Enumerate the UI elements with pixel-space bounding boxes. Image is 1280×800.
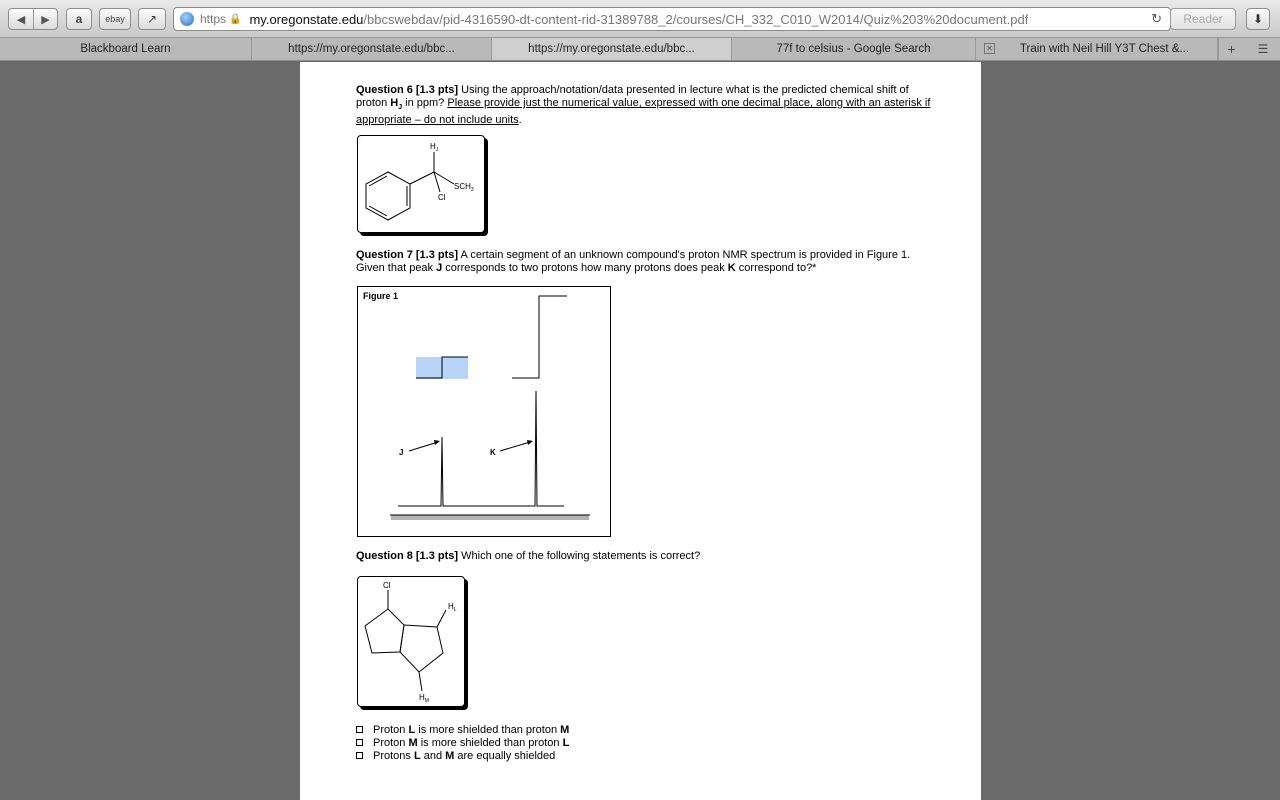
pdf-page (300, 62, 981, 800)
bond-hm (419, 672, 422, 691)
q7-peak-k: K (727, 262, 736, 274)
tab-oregonstate-2[interactable] (492, 38, 732, 60)
q8-structure-frame (357, 576, 465, 707)
q6-line-3 (356, 114, 956, 127)
bond-ring-c (410, 172, 434, 184)
ebay-bookmark-button[interactable]: ebay (99, 8, 131, 30)
q8-option-1[interactable] (356, 724, 569, 736)
q7-text-2b: corresponds to two protons how many protons does peak (442, 262, 728, 274)
label-cl: Cl (438, 193, 446, 202)
reload-icon[interactable]: ↻ (1151, 11, 1162, 26)
right-pentagon (400, 625, 443, 672)
checkbox-icon[interactable] (356, 739, 363, 746)
lock-icon: 🔒 (229, 13, 242, 25)
close-tab-icon[interactable]: ✕ (984, 43, 995, 54)
label-j: J (399, 448, 404, 457)
nmr-spectrum (358, 287, 610, 536)
share-button[interactable] (138, 8, 166, 30)
back-arrow-icon[interactable]: ◀ (16, 13, 26, 26)
globe-icon (180, 12, 194, 26)
tab-bar (0, 38, 1280, 61)
q6-line-1 (356, 84, 956, 97)
opt-bold: M (445, 750, 455, 762)
q7-peak-j: J (436, 262, 443, 274)
label-hm: $H_M$ (419, 693, 429, 704)
opt-text: is more shielded than proton (415, 724, 561, 736)
q7-text-1: A certain segment of an unknown compound's proton NMR spectrum is provided in Figure 1. (458, 249, 911, 261)
opt-text: is more shielded than proton (417, 737, 563, 749)
opt-text: are equally shielded (454, 750, 556, 762)
new-tab-button[interactable] (1218, 38, 1244, 60)
q6-underline-1: Please provide just the numerical value, expressed with one decimal place, along with an asterisk if (447, 97, 931, 109)
q7-text-2a: Given that peak (356, 262, 437, 274)
tab-list-icon: ☰ (1257, 42, 1269, 56)
browser-toolbar (0, 0, 1280, 38)
figure-1-title: Figure 1 (363, 291, 399, 301)
q6-end: . (518, 114, 522, 127)
q6-text-1: Using the approach/notation/data presented in lecture what is the predicted chemical shift of (458, 84, 909, 96)
tab-label: https://my.oregonstate.edu/bbc... (528, 43, 695, 55)
q6-text-2b: in ppm? (402, 97, 448, 109)
q6-underline-2: appropriate – do not include units (356, 114, 519, 127)
forward-arrow-icon[interactable]: ▶ (33, 9, 57, 29)
q6-structure (358, 136, 484, 232)
q6-structure-frame (357, 135, 485, 233)
q7-line-1 (356, 249, 956, 262)
opt-bold: M (408, 737, 418, 749)
q8-text: Which one of the following statements is correct? (458, 550, 701, 562)
q6-line-2 (356, 97, 956, 114)
label-sch3: $SCH_3$ (454, 182, 474, 193)
download-button[interactable] (1246, 8, 1270, 30)
arrowhead-j (434, 440, 440, 445)
url-scheme: https (200, 12, 227, 26)
url-host: my.oregonstate.edu (249, 11, 364, 27)
benzene-ring (366, 172, 410, 220)
q6-h-sub: J (398, 104, 403, 112)
tab-blackboard-learn[interactable] (0, 38, 252, 60)
opt-bold: M (560, 724, 570, 736)
q6-h-label: H (390, 97, 399, 109)
opt-text: Proton (373, 724, 409, 736)
tab-neil-hill[interactable] (976, 38, 1218, 60)
figure-1-frame (357, 286, 611, 537)
left-pentagon (365, 609, 404, 653)
opt-text: and (420, 750, 446, 762)
label-cl: Cl (383, 581, 391, 590)
tab-oregonstate-1[interactable] (252, 38, 492, 60)
share-icon: ↗ (146, 12, 158, 26)
question-6-text (356, 84, 956, 127)
reader-button[interactable]: Reader (1170, 8, 1236, 30)
q7-heading: Question 7 [1.3 pts] (356, 249, 459, 261)
opt-bold: L (413, 750, 421, 762)
q8-heading: Question 8 [1.3 pts] (356, 550, 459, 562)
arrow-k (500, 442, 530, 451)
arrowhead-k (527, 440, 533, 445)
q8-option-2[interactable] (356, 737, 569, 749)
opt-text: Proton (373, 737, 409, 749)
plus-icon: + (1227, 41, 1236, 57)
axis-ticks (392, 515, 588, 520)
tab-label: https://my.oregonstate.edu/bbc... (288, 43, 455, 55)
opt-bold: L (408, 724, 416, 736)
tab-label: Train with Neil Hill Y3T Chest &... (1019, 43, 1190, 55)
download-icon: ⬇ (1252, 12, 1264, 26)
tab-google-search[interactable] (732, 38, 976, 60)
url-path: /bbcswebdav/pid-4316590-dt-content-rid-31389788_2/courses/CH_332_C010_W2014/Quiz%203%20document.pdf (363, 11, 1029, 27)
back-forward-group (8, 8, 58, 30)
checkbox-icon[interactable] (356, 752, 363, 759)
arrow-j (409, 442, 438, 451)
q6-text-2a: proton (356, 97, 391, 109)
integration-k (512, 296, 567, 378)
tab-list-button[interactable] (1248, 38, 1278, 60)
label-hl: $H_L$ (448, 602, 457, 613)
address-bar[interactable] (173, 7, 1171, 31)
bond-hl (437, 610, 446, 627)
label-h: $H_J$ (430, 142, 439, 153)
opt-text: Protons (373, 750, 414, 762)
spectrum-line (398, 391, 564, 506)
opt-bold: L (562, 737, 570, 749)
tab-label: Blackboard Learn (80, 43, 171, 55)
question-8-text (356, 550, 956, 563)
q8-structure (358, 577, 464, 706)
q6-heading: Question 6 [1.3 pts] (356, 84, 459, 96)
q7-line-2 (356, 262, 956, 275)
amazon-bookmark-button[interactable]: a (66, 8, 92, 30)
label-k: K (490, 448, 496, 457)
question-7-text (356, 249, 956, 275)
tab-label: 77f to celsius - Google Search (776, 43, 931, 55)
q7-text-2c: correspond to?* (735, 262, 817, 274)
checkbox-icon[interactable] (356, 726, 363, 733)
q8-option-3[interactable] (356, 750, 555, 762)
